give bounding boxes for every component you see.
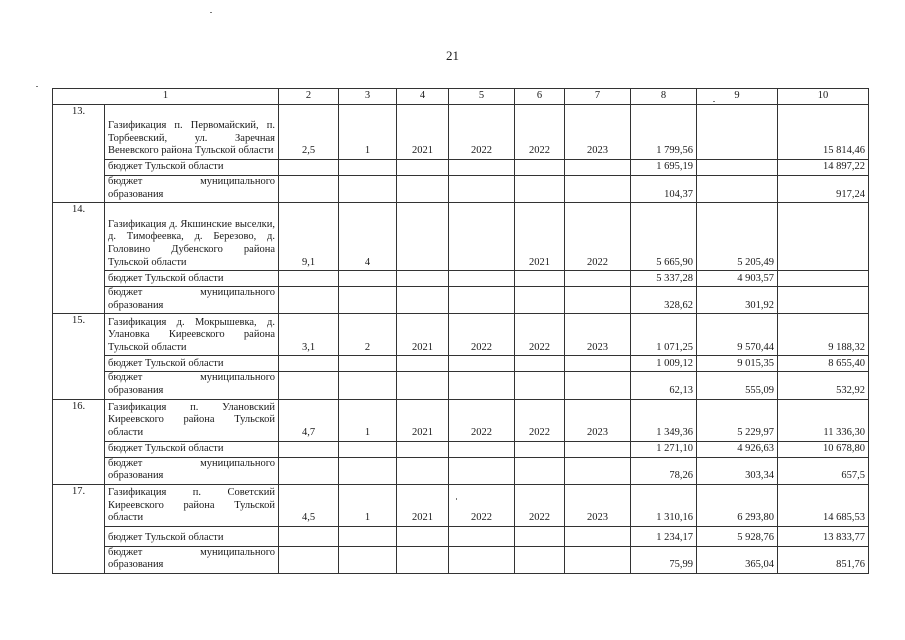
- cell-col8: 75,99: [631, 546, 697, 573]
- table-row-municipal-budget: [53, 176, 869, 203]
- header-cell: 10: [778, 89, 869, 105]
- municipal-label-line2: образования: [108, 470, 164, 482]
- project-name: Газификация п. Советский Киреевского района Тульской области: [105, 484, 279, 526]
- cell-col6: 2021: [515, 203, 565, 271]
- scan-speck: [210, 12, 212, 13]
- cell-col8: 1 009,12: [631, 356, 697, 372]
- table-row-regional-budget: [53, 160, 869, 176]
- cell-col9: 4 903,57: [697, 271, 778, 287]
- municipal-label-line1: бюджет муниципального: [108, 457, 275, 469]
- cell-col10: 851,76: [778, 546, 869, 573]
- cell-col8: 5 665,90: [631, 203, 697, 271]
- cell-col8: 78,26: [631, 457, 697, 484]
- cell-col5: 2022: [449, 314, 515, 356]
- header-cell: 6: [515, 89, 565, 105]
- cell-col6: 2022: [515, 399, 565, 441]
- regional-budget-label: бюджет Тульской области: [105, 271, 279, 287]
- cell-col9: [697, 176, 778, 203]
- cell-col9: 5 205,49: [697, 203, 778, 271]
- cell-col8: 1 271,10: [631, 441, 697, 457]
- cell-col4: [397, 203, 449, 271]
- cell-col5: [449, 203, 515, 271]
- cell-col9: 303,34: [697, 457, 778, 484]
- table-row-project-total: [53, 105, 869, 160]
- cell-col8: 62,13: [631, 372, 697, 399]
- row-number: 14.: [53, 203, 105, 314]
- cell-col10: 8 655,40: [778, 356, 869, 372]
- cell-col4: 2021: [397, 399, 449, 441]
- cell-col8: 1 695,19: [631, 160, 697, 176]
- cell-col5: 2022: [449, 399, 515, 441]
- cell-col9: 555,09: [697, 372, 778, 399]
- cell-col9: 365,04: [697, 546, 778, 573]
- table-row-project-total: [53, 203, 869, 271]
- cell-col2: 4,7: [279, 399, 339, 441]
- cell-col4: 2021: [397, 105, 449, 160]
- cell-col9: 5 229,97: [697, 399, 778, 441]
- cell-col4: 2021: [397, 314, 449, 356]
- row-number: 17.: [53, 484, 105, 573]
- cell-col10: 11 336,30: [778, 399, 869, 441]
- cell-col2: 2,5: [279, 105, 339, 160]
- table-row-project-total: [53, 399, 869, 441]
- cell-col6: 2022: [515, 314, 565, 356]
- table-row-municipal-budget: [53, 287, 869, 314]
- cell-col7: 2023: [565, 484, 631, 526]
- cell-col8: 104,37: [631, 176, 697, 203]
- table-row-municipal-budget: [53, 457, 869, 484]
- municipal-label-line1: бюджет муниципального: [108, 372, 275, 384]
- header-cell: 3: [339, 89, 397, 105]
- table-row-regional-budget: [53, 441, 869, 457]
- cell-col8: 1 799,56: [631, 105, 697, 160]
- cell-col7: 2023: [565, 314, 631, 356]
- cell-col10: 9 188,32: [778, 314, 869, 356]
- cell-col3: 1: [339, 399, 397, 441]
- row-number: 15.: [53, 314, 105, 399]
- cell-col10: 15 814,46: [778, 105, 869, 160]
- table-row-municipal-budget: [53, 546, 869, 573]
- header-cell: 4: [397, 89, 449, 105]
- cell-col6: 2022: [515, 105, 565, 160]
- cell-col9: [697, 105, 778, 160]
- municipal-budget-label: [105, 372, 279, 399]
- cell-col8: 5 337,28: [631, 271, 697, 287]
- cell-col9: 4 926,63: [697, 441, 778, 457]
- budget-table: [52, 88, 869, 574]
- header-cell: 8: [631, 89, 697, 105]
- municipal-label-line1: бюджет муниципального: [108, 546, 275, 558]
- cell-col9: 9 570,44: [697, 314, 778, 356]
- cell-col7: 2023: [565, 105, 631, 160]
- municipal-label-line1: бюджет муниципального: [108, 287, 275, 299]
- cell-col10: 657,5: [778, 457, 869, 484]
- municipal-budget-label: [105, 546, 279, 573]
- cell-col8: 328,62: [631, 287, 697, 314]
- municipal-label-line2: образования: [108, 188, 164, 200]
- cell-col3: 1: [339, 105, 397, 160]
- cell-col10: 532,92: [778, 372, 869, 399]
- cell-col2: 9,1: [279, 203, 339, 271]
- cell-col2: 4,5: [279, 484, 339, 526]
- cell-col9: 301,92: [697, 287, 778, 314]
- cell-col10: 10 678,80: [778, 441, 869, 457]
- table-row-municipal-budget: [53, 372, 869, 399]
- page-number: 21: [446, 48, 459, 63]
- cell-col3: 2: [339, 314, 397, 356]
- cell-col8: 1 234,17: [631, 526, 697, 546]
- cell-col5: 2022: [449, 105, 515, 160]
- regional-budget-label: бюджет Тульской области: [105, 160, 279, 176]
- cell-col10: 14 685,53: [778, 484, 869, 526]
- cell-col10: [778, 203, 869, 271]
- scan-speck: [36, 86, 38, 87]
- cell-col9: 6 293,80: [697, 484, 778, 526]
- cell-col8: 1 310,16: [631, 484, 697, 526]
- municipal-label-line2: образования: [108, 559, 164, 571]
- header-cell: 9: [697, 89, 778, 105]
- table-row-regional-budget: [53, 526, 869, 546]
- cell-col2: 3,1: [279, 314, 339, 356]
- table-row-regional-budget: [53, 271, 869, 287]
- cell-col5: 2022: [449, 484, 515, 526]
- municipal-label-line2: образования: [108, 384, 164, 396]
- cell-col9: 9 015,35: [697, 356, 778, 372]
- cell-col8: 1 349,36: [631, 399, 697, 441]
- table-row-project-total: [53, 484, 869, 526]
- municipal-budget-label: [105, 176, 279, 203]
- regional-budget-label: бюджет Тульской области: [105, 441, 279, 457]
- cell-col10: [778, 287, 869, 314]
- cell-col10: 917,24: [778, 176, 869, 203]
- municipal-label-line2: образования: [108, 299, 164, 311]
- municipal-budget-label: [105, 287, 279, 314]
- header-cell: 5: [449, 89, 515, 105]
- row-number: 16.: [53, 399, 105, 484]
- row-number: 13.: [53, 105, 105, 203]
- table-row-regional-budget: [53, 356, 869, 372]
- project-name: Газификация п. Улановский Киреевского района Тульской области: [105, 399, 279, 441]
- table-header-row: [53, 89, 869, 105]
- cell-col7: 2023: [565, 399, 631, 441]
- municipal-label-line1: бюджет муниципального: [108, 176, 275, 187]
- regional-budget-label: бюджет Тульской области: [105, 526, 279, 546]
- cell-col10: 14 897,22: [778, 160, 869, 176]
- cell-col9: 5 928,76: [697, 526, 778, 546]
- regional-budget-label: бюджет Тульской области: [105, 356, 279, 372]
- cell-col3: 1: [339, 484, 397, 526]
- project-name: Газификация п. Первомайский, п. Торбеевский, ул. Заречная Веневского района Тульской области: [105, 105, 279, 160]
- cell-col6: 2022: [515, 484, 565, 526]
- cell-col10: [778, 271, 869, 287]
- municipal-budget-label: [105, 457, 279, 484]
- cell-col7: 2022: [565, 203, 631, 271]
- cell-col8: 1 071,25: [631, 314, 697, 356]
- cell-col10: 13 833,77: [778, 526, 869, 546]
- cell-col4: 2021: [397, 484, 449, 526]
- header-cell: 7: [565, 89, 631, 105]
- project-name: Газификация д. Якшинские выселки, д. Тимофеевка, д. Березово, д. Головино Дубенского района Тульской области: [105, 203, 279, 271]
- header-cell: 2: [279, 89, 339, 105]
- header-cell: 1: [53, 89, 279, 105]
- project-name: Газификация д. Мокрышевка, д. Улановка Киреевского района Тульской области: [105, 314, 279, 356]
- table-row-project-total: [53, 314, 869, 356]
- cell-col9: [697, 160, 778, 176]
- cell-col3: 4: [339, 203, 397, 271]
